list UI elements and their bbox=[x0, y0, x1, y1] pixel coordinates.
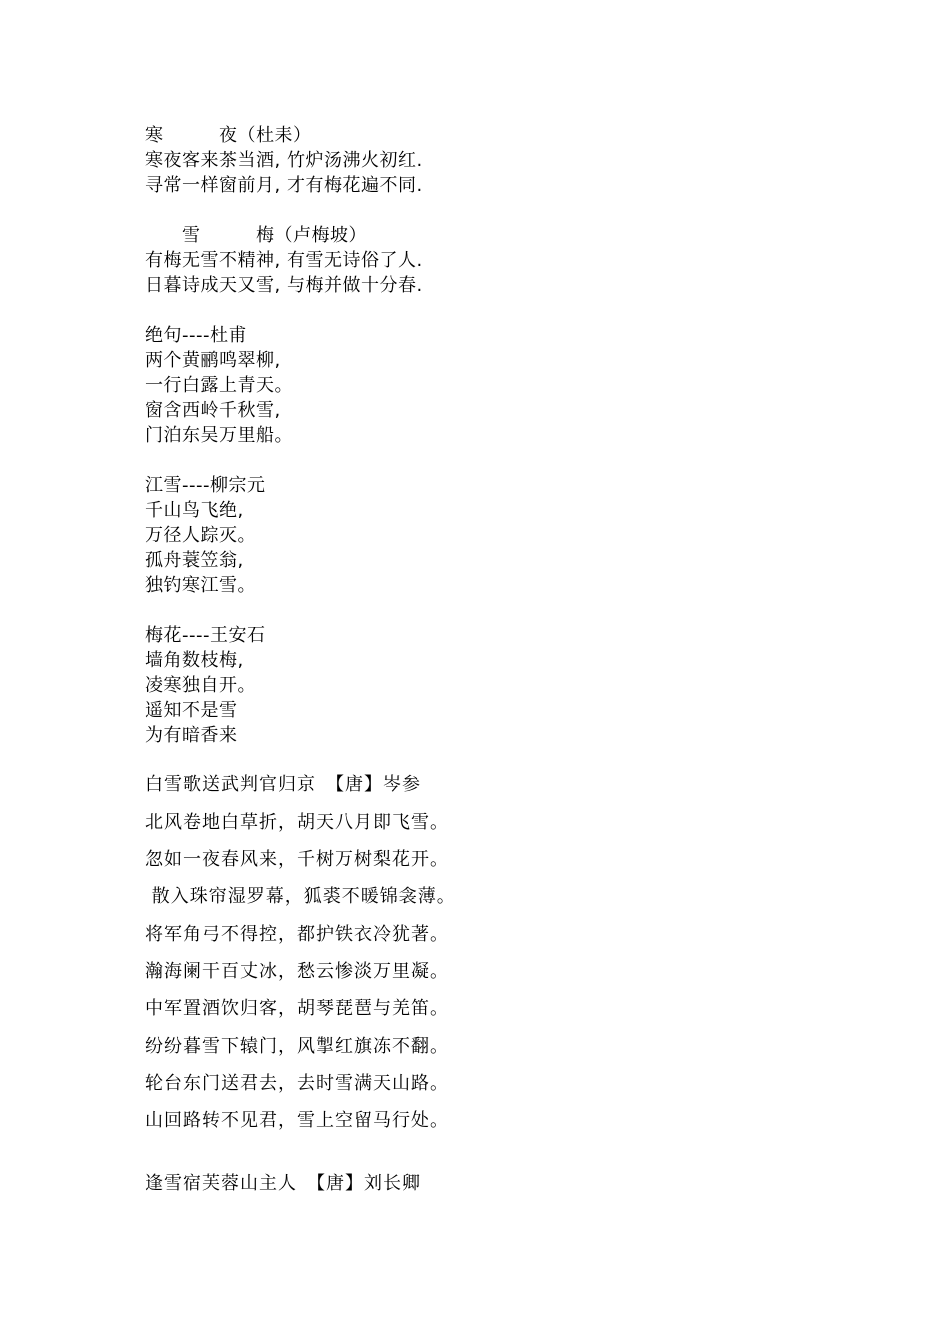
poem-line: 万径人踪灭。 bbox=[145, 525, 256, 546]
poem-title: 白雪歌送武判官归京 【唐】岑参 bbox=[145, 774, 421, 795]
poem-line: 千山鸟飞绝, bbox=[145, 500, 244, 521]
poem-line: 孤舟蓑笠翁, bbox=[145, 550, 244, 571]
poem-line: 忽如一夜春风来，千树万树梨花开。 bbox=[145, 849, 449, 870]
poem-line: 日暮诗成天又雪, 与梅并做十分春. bbox=[145, 275, 423, 296]
poem-line: 遥知不是雪 bbox=[145, 700, 238, 721]
poem-line: 瀚海阑干百丈冰，愁云惨淡万里凝。 bbox=[145, 961, 449, 982]
poem-title: 梅花----王安石 bbox=[145, 625, 266, 646]
poem-line: 有梅无雪不精神, 有雪无诗俗了人. bbox=[145, 250, 423, 271]
poem-title: 雪 梅（卢梅坡） bbox=[145, 225, 367, 246]
poem-line: 两个黄鹂鸣翠柳, bbox=[145, 350, 281, 371]
poem-line: 独钓寒江雪。 bbox=[145, 575, 256, 596]
poem-line: 凌寒独自开。 bbox=[145, 675, 256, 696]
poem-line: 为有暗香来 bbox=[145, 725, 238, 746]
poem-line: 轮台东门送君去，去时雪满天山路。 bbox=[145, 1073, 449, 1094]
poem-line: 一行白露上青天。 bbox=[145, 375, 293, 396]
poem-line: 门泊东吴万里船。 bbox=[145, 425, 293, 446]
poem-line: 山回路转不见君，雪上空留马行处。 bbox=[145, 1110, 449, 1131]
poem-line: 散入珠帘湿罗幕，狐裘不暖锦衾薄。 bbox=[145, 886, 456, 907]
poem-title: 绝句----杜甫 bbox=[145, 325, 247, 346]
poem-line: 中军置酒饮归客，胡琴琵琶与羌笛。 bbox=[145, 998, 449, 1019]
poem-line: 北风卷地白草折，胡天八月即飞雪。 bbox=[145, 812, 449, 833]
poem-title: 江雪----柳宗元 bbox=[145, 475, 266, 496]
poem-line: 寻常一样窗前月, 才有梅花遍不同. bbox=[145, 175, 423, 196]
poem-title: 寒 夜（杜耒） bbox=[145, 125, 312, 146]
poem-line: 窗含西岭千秋雪, bbox=[145, 400, 281, 421]
poem-line: 墙角数枝梅, bbox=[145, 650, 244, 671]
poem-title: 逢雪宿芙蓉山主人 【唐】刘长卿 bbox=[145, 1173, 421, 1194]
poem-line: 寒夜客来茶当酒, 竹炉汤沸火初红. bbox=[145, 150, 423, 171]
poem-line: 纷纷暮雪下辕门，风掣红旗冻不翻。 bbox=[145, 1036, 449, 1057]
poem-line: 将军角弓不得控，都护铁衣冷犹著。 bbox=[145, 924, 449, 945]
